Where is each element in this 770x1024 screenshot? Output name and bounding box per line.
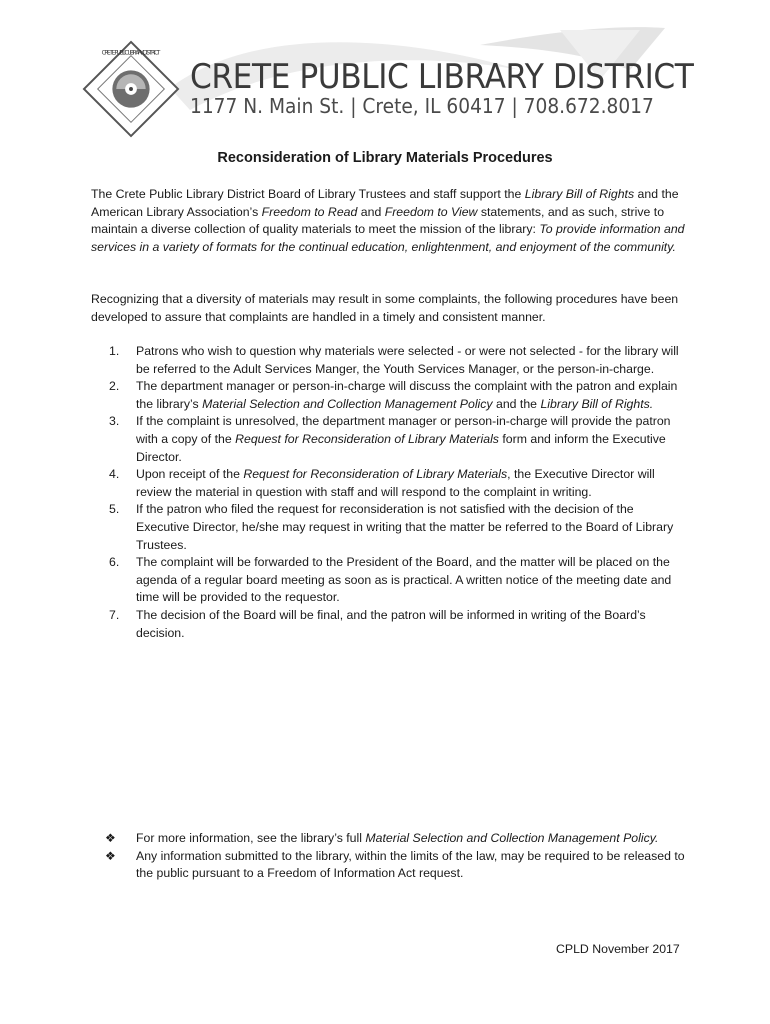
procedure-step: 4. Upon receipt of the Request for Reconsideration of Library Materials, the Executive Director will review the material in question with staff and will respond to the complaint in writing.: [109, 467, 655, 499]
document-footer: CPLD November 2017: [556, 942, 680, 956]
procedure-steps-list: [91, 343, 689, 642]
diamond-bullet-icon: ❖: [105, 848, 116, 863]
procedure-step: 7. The decision of the Board will be final, and the patron will be informed in writing of the Board’s decision.: [109, 607, 646, 640]
procedure-step: 5. If the patron who filed the request for reconsideration is not satisfied with the decision of the Executive Director, he/she may request in writing that the matter be referred to the Board of Library Trustees.: [109, 502, 674, 552]
note-item: ❖ For more information, see the library’s full Material Selection and Collection Management Policy.: [91, 830, 689, 848]
notes-list: [91, 830, 689, 883]
procedure-step: 2. The department manager or person-in-charge will discuss the complaint with the patron and explain the library’s Material Selection and Collection Management Policy and the Library Bill of Rights.: [109, 379, 678, 411]
library-mission-statement: To provide information and services in a variety of formats for the continual education, enlightenment, and enjoyment of the community.: [91, 222, 685, 254]
freedom-to-view-ref: Freedom to View: [384, 204, 478, 219]
procedure-step: 3. If the complaint is unresolved, the department manager or person-in-charge will provide the patron with a copy of the Request for Reconsideration of Library Materials form and inform the Executive Director.: [109, 414, 671, 464]
intro-paragraph: The Crete Public Library District Board of Library Trustees and staff support the Library Bill of Rights and the American Library Association’s Freedom to Read and Freedom to View statements, and as such, strive to maintain a diverse collection of quality materials to meet the mission of the library: To provide information and services in a variety of formats for the continual education, enlightenment, and enjoyment of the community.: [91, 187, 685, 254]
seal-text: CRETE PUBLIC LIBRARY DISTRICT: [101, 50, 161, 57]
procedure-step: 6. The complaint will be forwarded to the President of the Board, and the matter will be placed on the agenda of a regular board meeting as soon as is practical. A written notice of the meeting date and time will be provided to the requestor.: [109, 555, 672, 605]
organization-address: 1177 N. Main St. | Crete, IL 60417 | 708.672.8017: [190, 94, 654, 118]
diamond-bullet-icon: ❖: [105, 831, 116, 845]
freedom-to-read-ref: Freedom to Read: [261, 204, 358, 219]
library-seal-logo: [82, 40, 180, 138]
letterhead: [0, 0, 770, 140]
library-bill-of-rights-ref: Library Bill of Rights: [524, 187, 635, 201]
organization-name: CRETE PUBLIC LIBRARY DISTRICT: [190, 57, 694, 97]
page-title: Reconsideration of Library Materials Procedures: [217, 150, 553, 166]
procedure-step: 1. Patrons who wish to question why materials were selected - or were not selected - for the library will be referred to the Adult Services Manger, the Youth Services Manager, or the person-in-charge.: [109, 344, 679, 376]
procedures-intro-paragraph: Recognizing that a diversity of materials may result in some complaints, the following procedures have been developed to assure that complaints are handled in a timely and consistent manner.: [91, 292, 679, 324]
note-item: ❖ Any information submitted to the library, within the limits of the law, may be required to be released to the public pursuant to a Freedom of Information Act request.: [105, 848, 685, 881]
